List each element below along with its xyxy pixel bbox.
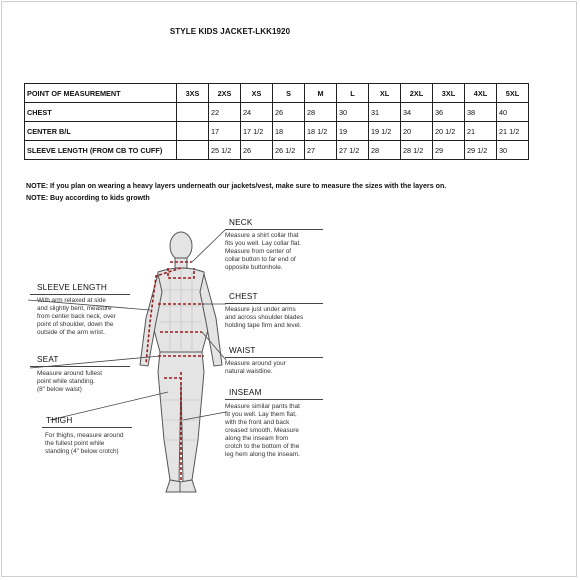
desc-line: point while standing.	[37, 378, 95, 385]
table-cell: 19 1/2	[369, 122, 401, 141]
table-cell: 36	[433, 103, 465, 122]
thigh-description	[45, 432, 124, 456]
table-cell: 26	[273, 103, 305, 122]
table-cell: 22	[209, 103, 241, 122]
waist-rule	[225, 357, 323, 358]
chest-title: CHEST	[229, 292, 258, 301]
table-cell: 18 1/2	[305, 122, 337, 141]
header-cell: POINT OF MEASUREMENT	[25, 84, 177, 103]
neck-description	[225, 232, 301, 272]
desc-line: For thighs, measure around	[45, 432, 124, 439]
desc-line: point of shoulder, down the	[37, 321, 114, 328]
header-cell: L	[337, 84, 369, 103]
header-cell: 3XS	[177, 84, 209, 103]
desc-line: and slightly bent, measure	[37, 305, 112, 312]
thigh-title: THIGH	[46, 416, 73, 425]
table-cell: 27	[305, 141, 337, 160]
row-label: CENTER B/L	[25, 122, 177, 141]
table-cell: 26	[241, 141, 273, 160]
note-growth: NOTE: Buy according to kids growth	[26, 194, 150, 202]
neck-rule	[225, 229, 323, 230]
table-cell: 28	[369, 141, 401, 160]
header-cell: S	[273, 84, 305, 103]
desc-line: Measure around your	[225, 360, 286, 367]
table-cell: 28	[305, 103, 337, 122]
desc-line: with the front and back	[225, 419, 290, 426]
desc-line: (8" below waist)	[37, 386, 82, 393]
desc-line: fit you well. Lay them flat,	[225, 411, 297, 418]
desc-line: along the inseam from	[225, 435, 289, 442]
inseam-description	[225, 403, 300, 459]
inseam-rule	[225, 399, 323, 400]
sleeve-length-title: SLEEVE LENGTH	[37, 283, 107, 292]
table-cell: 25 1/2	[209, 141, 241, 160]
row-label: SLEEVE LENGTH (FROM CB TO CUFF)	[25, 141, 177, 160]
header-cell: XL	[369, 84, 401, 103]
desc-line: and across shoulder blades	[225, 314, 304, 321]
table-cell: 20	[401, 122, 433, 141]
desc-line: outside of the arm wrist.	[37, 329, 105, 336]
table-cell: 40	[497, 103, 529, 122]
header-cell: 2XL	[401, 84, 433, 103]
table-cell: 24	[241, 103, 273, 122]
header-cell: M	[305, 84, 337, 103]
header-cell: 5XL	[497, 84, 529, 103]
table-cell: 17	[209, 122, 241, 141]
table-cell: 28 1/2	[401, 141, 433, 160]
waist-title: WAIST	[229, 346, 256, 355]
note-layers: NOTE: If you plan on wearing a heavy layers underneath our jackets/vest, make sure to measure the sizes with the layers on.	[26, 182, 447, 190]
desc-line: collar button to far end of	[225, 256, 296, 263]
table-cell: 30	[497, 141, 529, 160]
desc-line: holding tape firm and level.	[225, 322, 302, 329]
table-cell: 26 1/2	[273, 141, 305, 160]
table-cell: 21 1/2	[497, 122, 529, 141]
desc-line: Measure around fullest	[37, 370, 103, 377]
table-cell: 18	[273, 122, 305, 141]
desc-line: standing (4" below crotch)	[45, 448, 119, 455]
sleeve-rule	[30, 294, 130, 295]
desc-line: Measure similar pants that	[225, 403, 300, 410]
table-cell: 29 1/2	[465, 141, 497, 160]
row-label: CHEST	[25, 103, 177, 122]
sleeve-description	[37, 297, 116, 337]
seat-rule	[30, 366, 130, 367]
header-cell: 4XL	[465, 84, 497, 103]
desc-line: natural waistline.	[225, 368, 273, 375]
desc-line: from center back neck, over	[37, 313, 116, 320]
header-cell: XS	[241, 84, 273, 103]
chest-description	[225, 306, 303, 330]
table-cell: 17 1/2	[241, 122, 273, 141]
desc-line: fits you well. Lay collar flat.	[225, 240, 302, 247]
table-cell: 38	[465, 103, 497, 122]
seat-description	[37, 370, 102, 394]
table-cell: 34	[401, 103, 433, 122]
table-cell: 20 1/2	[433, 122, 465, 141]
desc-line: creased smooth. Measure	[225, 427, 299, 434]
table-cell: 19	[337, 122, 369, 141]
page-title: STYLE KIDS JACKET-LKK1920	[169, 27, 291, 36]
table-cell: 29	[433, 141, 465, 160]
seat-title: SEAT	[37, 355, 59, 364]
desc-line: With arm relaxed at side	[37, 297, 106, 304]
desc-line: Measure a shirt collar that	[225, 232, 299, 239]
desc-line: Measure just under arms	[225, 306, 296, 313]
header-cell: 3XL	[433, 84, 465, 103]
table-cell: 30	[337, 103, 369, 122]
table-cell: 27 1/2	[337, 141, 369, 160]
thigh-rule	[42, 427, 132, 428]
desc-line: Measure from center of	[225, 248, 292, 255]
table-cell: 21	[465, 122, 497, 141]
chest-rule	[225, 303, 323, 304]
desc-line: opposite buttonhole.	[225, 264, 283, 271]
waist-description	[225, 360, 286, 376]
desc-line: crotch to the bottom of the	[225, 443, 300, 450]
desc-line: the fullest point while	[45, 440, 105, 447]
neck-title: NECK	[229, 218, 253, 227]
header-cell: 2XS	[209, 84, 241, 103]
desc-line: leg hem along the inseam.	[225, 451, 300, 458]
table-cell: 31	[369, 103, 401, 122]
inseam-title: INSEAM	[229, 388, 262, 397]
